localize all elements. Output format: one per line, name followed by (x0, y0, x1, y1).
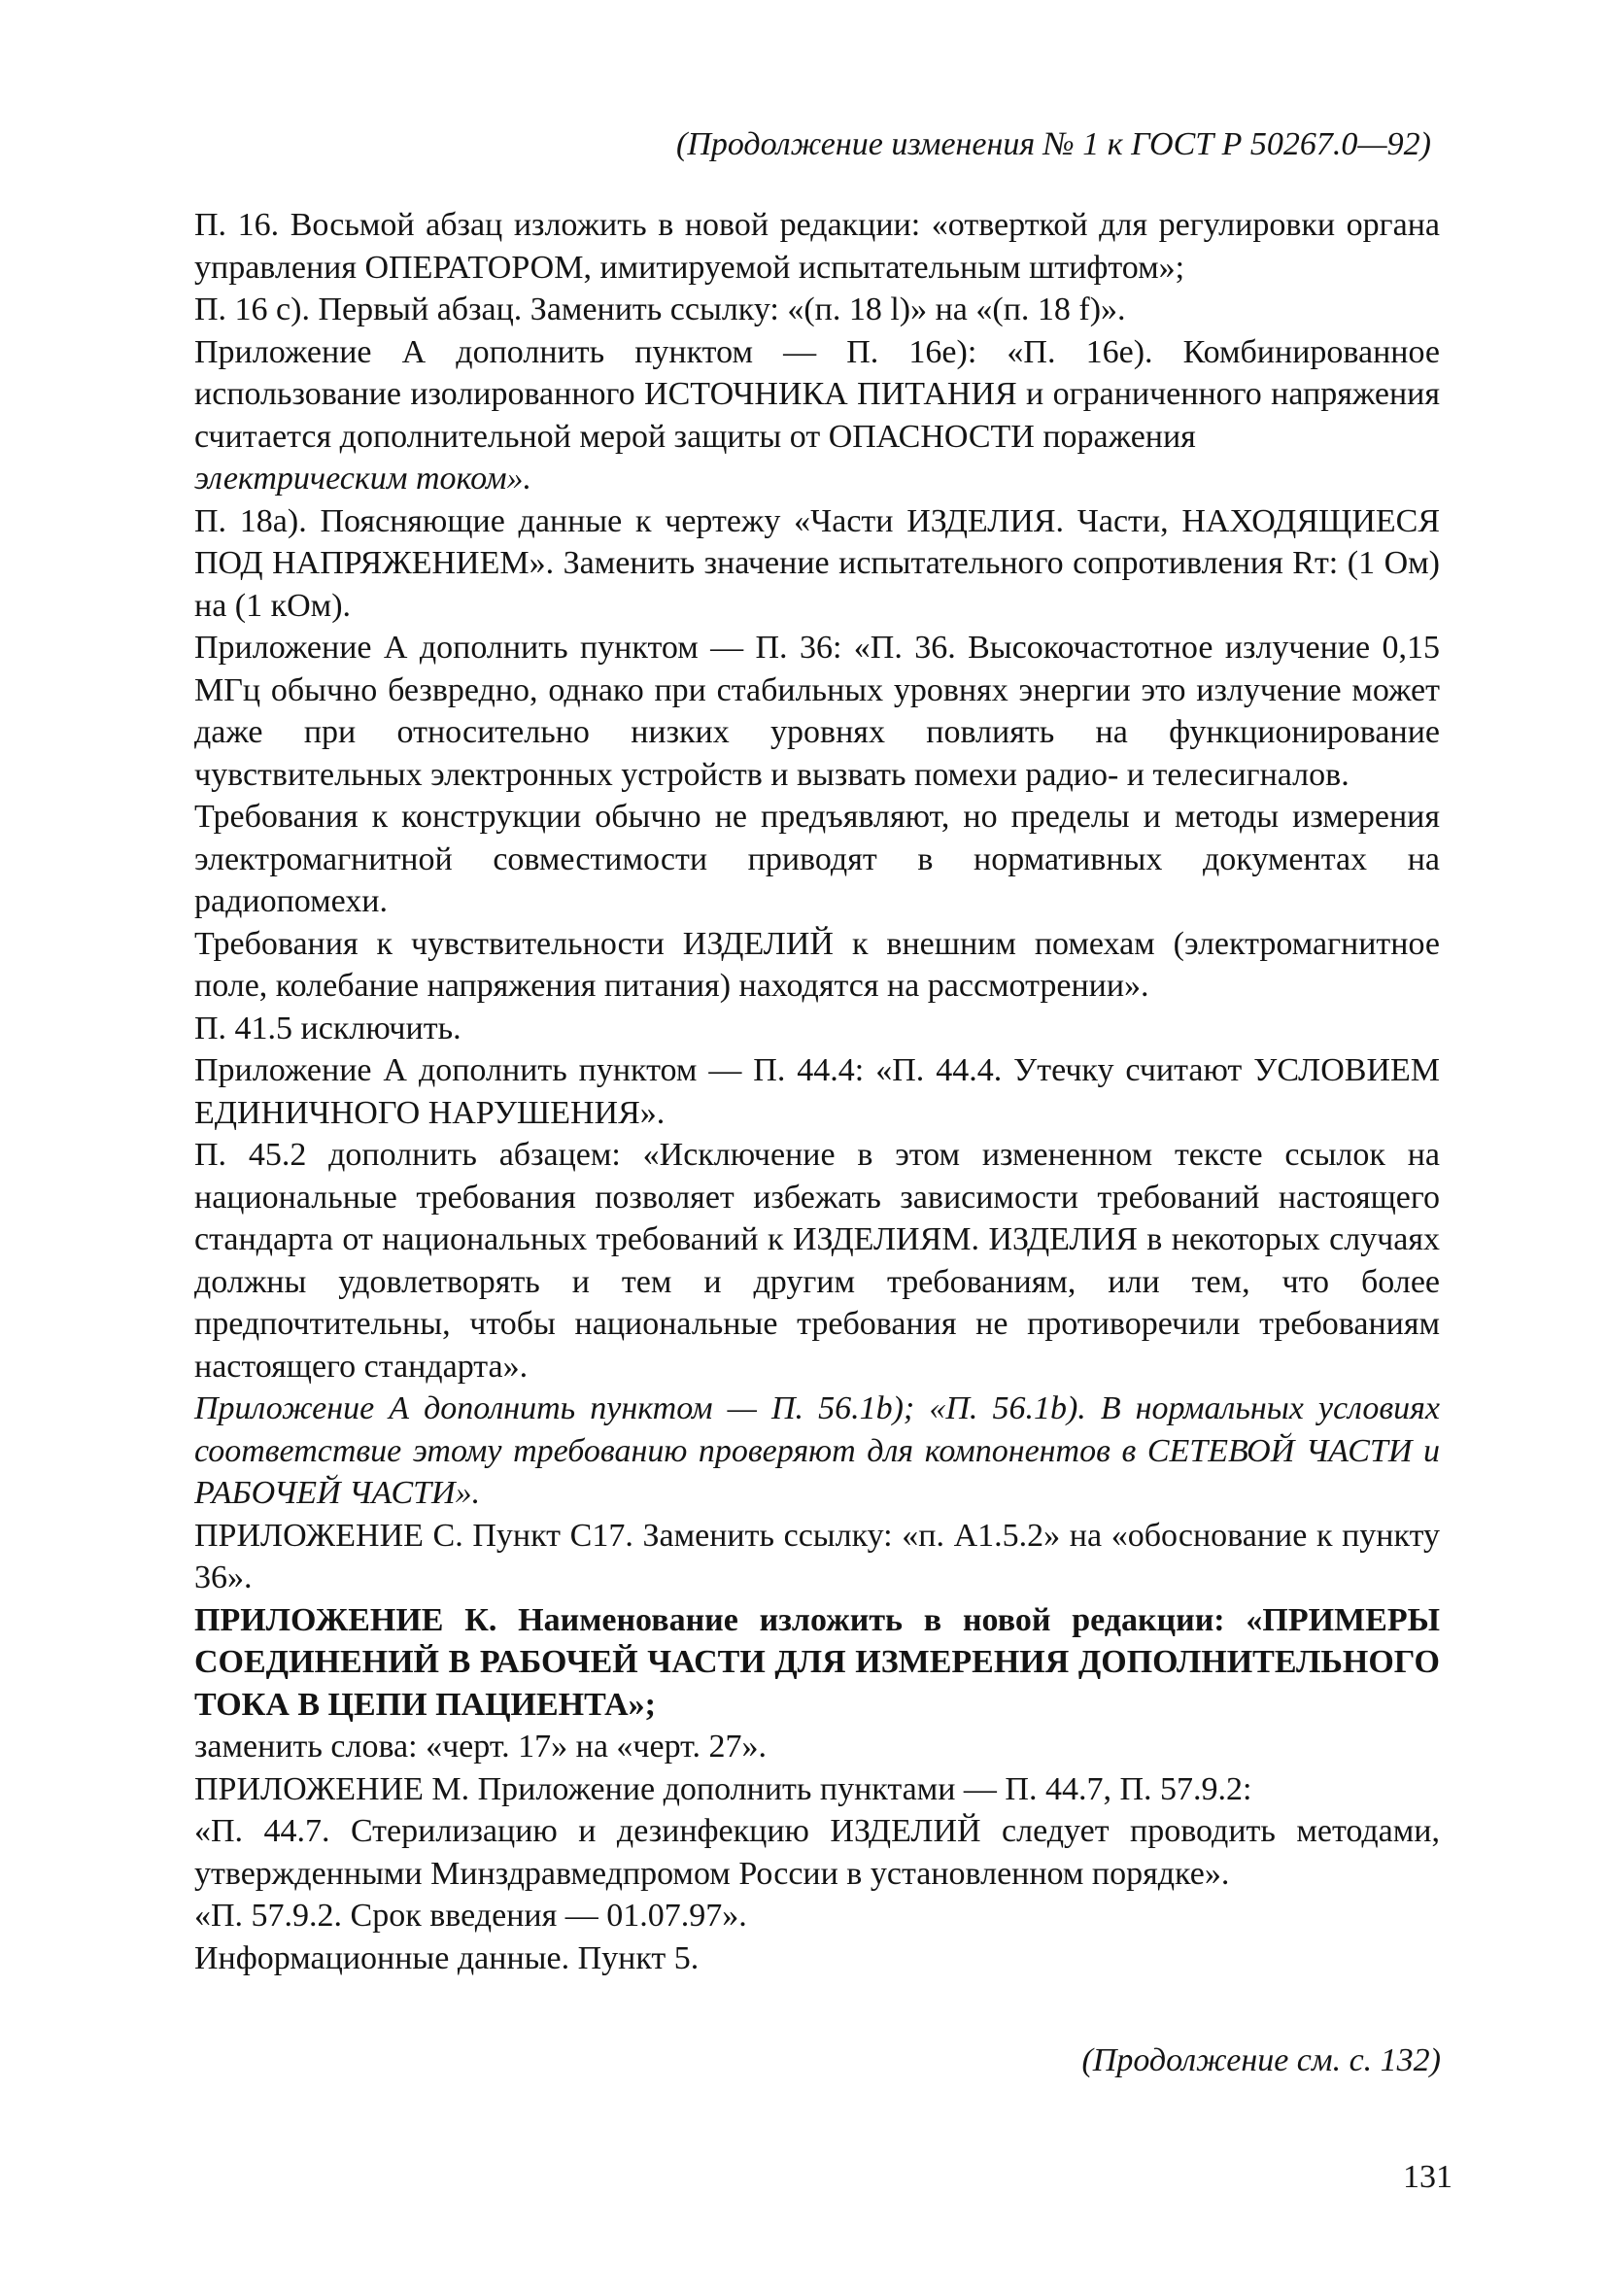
paragraph-16c: П. 16 с). Первый абзац. Заменить ссылку: «(п. 18 l)» на «(п. 18 f)». (194, 291, 1126, 327)
paragraph-44-4: Приложение А дополнить пунктом — П. 44.4: «П. 44.4. Утечку считают УСЛОВИЕМ ЕДИНИЧНОГО НАРУШЕНИЯ». (194, 1052, 1440, 1131)
continuation-note: (Продолжение см. с. 132) (1081, 2042, 1441, 2078)
paragraph-45-2: П. 45.2 дополнить абзацем: «Исключение в этом измененном тексте ссылок на национальные требования позволяет избежать зависимости требований настоящего стандарта от национальных требований к ИЗДЕЛИЯМ. ИЗДЕЛИЯ в некоторых случаях должны удовлетворять и тем и другим требованиям, или тем, что более предпочтительны, чтобы национальные требования не противоречили требованиям настоящего стандарта». (194, 1137, 1440, 1385)
paragraph-44-7: «П. 44.7. Стерилизацию и дезинфекцию ИЗДЕЛИЙ следует проводить методами, утвержденными Минздравмедпромом России в установленном порядке». (194, 1813, 1440, 1892)
paragraph-info-data: Информационные данные. Пункт 5. (194, 1939, 700, 1976)
paragraph-16: П. 16. Восьмой абзац изложить в новой редакции: «отверткой для регулировки органа управления ОПЕРАТОРОМ, имитируемой испытательным штифтом»; (194, 207, 1440, 286)
paragraph-appendix-k-replace: заменить слова: «черт. 17» на «черт. 27». (194, 1729, 767, 1765)
paragraph-36-requirements: Требования к конструкции обычно не предъявляют, но пределы и методы измерения электромагнитной совместимости приводят в нормативных документах на радиопомехи. (194, 799, 1440, 919)
paragraph-18a: П. 18а). Поясняющие данные к чертежу «Части ИЗДЕЛИЯ. Части, НАХОДЯЩИЕСЯ ПОД НАПРЯЖЕНИЕМ». Заменить значение испытательного сопротивления Rт: (1 Ом) на (1 кОм). (194, 502, 1440, 624)
paragraph-57-9-2: «П. 57.9.2. Срок введения — 01.07.97». (194, 1898, 747, 1934)
paragraph-appendix-m: ПРИЛОЖЕНИЕ М. Приложение дополнить пунктами — П. 44.7, П. 57.9.2: (194, 1770, 1252, 1807)
paragraph-16e: Приложение А дополнить пунктом — П. 16е): «П. 16е). Комбинированное использование изолированного ИСТОЧНИКА ПИТАНИЯ и ограниченного напряжения считается дополнительной мерой защиты от ОПАСНОСТИ поражения (194, 333, 1440, 455)
body-text (194, 204, 1440, 1979)
running-header: (Продолжение изменения № 1 к ГОСТ Р 50267.0—92) (676, 126, 1431, 162)
paragraph-41-5: П. 41.5 исключить. (194, 1010, 461, 1046)
paragraph-36: Приложение А дополнить пунктом — П. 36: «П. 36. Высокочастотное излучение 0,15 МГц обычно безвредно, однако при стабильных уровнях энергии это излучение может даже при относительно низких уровнях повлиять на функционирование чувствительных электронных устройств и вызвать помехи радио- и телесигналов. (194, 630, 1440, 793)
paragraph-36-sensitivity: Требования к чувствительности ИЗДЕЛИЙ к внешним помехам (электромагнитное поле, колебание напряжения питания) находятся на рассмотрении». (194, 925, 1440, 1004)
paragraph-56-1b: Приложение А дополнить пунктом — П. 56.1b); «П. 56.1b). В нормальных условиях соответствие этому требованию проверяют для компонентов в СЕТЕВОЙ ЧАСТИ и РАБОЧЕЙ ЧАСТИ». (194, 1390, 1440, 1511)
paragraph-appendix-k: ПРИЛОЖЕНИЕ К. Наименование изложить в новой редакции: «ПРИМЕРЫ СОЕДИНЕНИЙ В РАБОЧЕЙ ЧАСТИ ДЛЯ ИЗМЕРЕНИЯ ДОПОЛНИТЕЛЬНОГО ТОКА В ЦЕПИ ПАЦИЕНТА»; (194, 1601, 1440, 1723)
paragraph-16e-end: электрическим током». (194, 461, 532, 497)
paragraph-appendix-c: ПРИЛОЖЕНИЕ С. Пункт С17. Заменить ссылку: «п. А1.5.2» на «обоснование к пункту 36». (194, 1517, 1440, 1595)
page-number: 131 (1403, 2159, 1452, 2195)
